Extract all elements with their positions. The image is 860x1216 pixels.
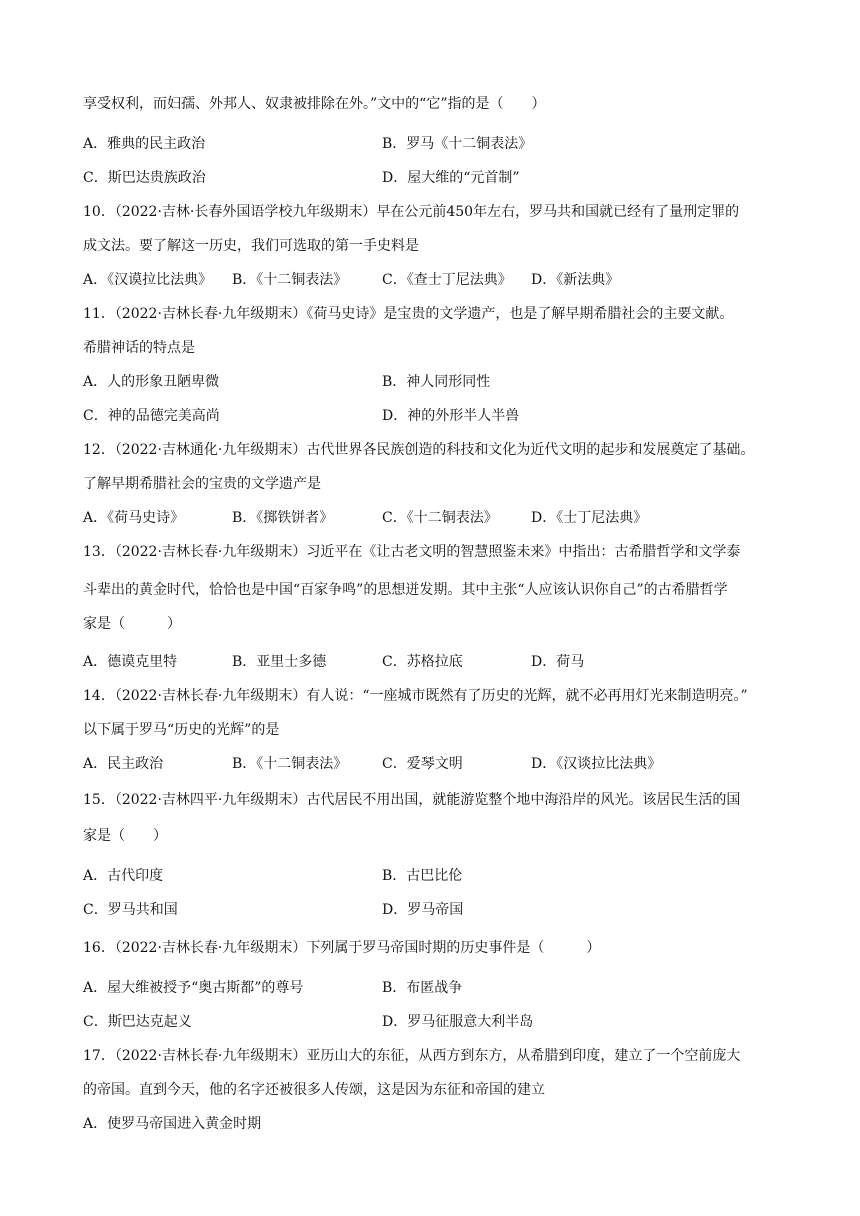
- option-c: C．神的品德完美高尚: [83, 408, 220, 424]
- option-d: D．罗马帝国: [382, 902, 464, 918]
- option-d: D．《汉谈拉比法典》: [531, 756, 662, 772]
- option-c: C．斯巴达克起义: [83, 1014, 192, 1030]
- question-text-line: 的帝国。直到今天，他的名字还被很多人传颂，这是因为东征和帝国的建立: [83, 1082, 545, 1098]
- option-d: D．《新法典》: [531, 272, 620, 288]
- option-b: B．神人同形同性: [382, 374, 491, 390]
- question-text-line: 家是（ ）: [83, 616, 181, 632]
- option-a: A．德谟克里特: [83, 654, 178, 670]
- question-13-stem: 13．（2022·吉林长春·九年级期末）习近平在《让古老文明的智慧照鉴未来》中指出：古希腊哲学和文学泰: [83, 544, 741, 560]
- option-d: D．罗马征服意大利半岛: [382, 1014, 534, 1030]
- option-a: A．人的形象丑陋卑微: [83, 374, 220, 390]
- question-12-stem: 12．（2022·吉林通化·九年级期末）古代世界各民族创造的科技和文化为近代文明的起步和发展奠定了基础。: [83, 442, 755, 458]
- option-a: A．雅典的民主政治: [83, 136, 206, 152]
- question-text-line: 享受权利，而妇孺、外邦人、奴隶被排除在外。”文中的“它”指的是（ ）: [83, 96, 546, 112]
- question-text-line: 家是（ ）: [83, 828, 167, 844]
- option-a: A．《汉谟拉比法典》: [83, 272, 213, 288]
- option-a: A．屋大维被授予“奥古斯都”的尊号: [83, 980, 304, 996]
- option-c: C．《十二铜表法》: [382, 510, 498, 526]
- option-c: C．苏格拉底: [382, 654, 463, 670]
- question-text-line: 斗辈出的黄金时代，恰恰也是中国“百家争鸣”的思想迸发期。其中主张“人应该认识你自己”的古希腊哲学: [83, 582, 728, 598]
- option-a: A．《荷马史诗》: [83, 510, 185, 526]
- question-17-stem: 17．（2022·吉林长春·九年级期末）亚历山大的东征，从西方到东方，从希腊到印度，建立了一个空前庞大: [83, 1048, 741, 1064]
- question-10-stem: 10．（2022·吉林·长春外国语学校九年级期末）早在公元前450年左右，罗马共和国就已经有了量刑定罪的: [83, 204, 740, 220]
- option-b: B．《掷铁饼者》: [232, 510, 334, 526]
- option-b: B．布匿战争: [382, 980, 463, 996]
- option-d: D．荷马: [531, 654, 585, 670]
- question-text-line: 了解早期希腊社会的宝贵的文学遗产是: [83, 476, 321, 492]
- option-a: A．古代印度: [83, 868, 164, 884]
- option-d: D．《士丁尼法典》: [531, 510, 648, 526]
- option-a: A．民主政治: [83, 756, 164, 772]
- option-b: B．古巴比伦: [382, 868, 463, 884]
- option-b: B．亚里士多德: [232, 654, 327, 670]
- question-text-line: 以下属于罗马“历史的光辉”的是: [83, 722, 280, 738]
- option-d: D．屋大维的“元首制”: [382, 170, 520, 186]
- option-b: B．罗马《十二铜表法》: [382, 136, 533, 152]
- option-a: A．使罗马帝国进入黄金时期: [83, 1116, 262, 1132]
- option-c: C．《查士丁尼法典》: [382, 272, 512, 288]
- question-text-line: 成文法。要了解这一历史，我们可选取的第一手史料是: [83, 238, 419, 254]
- question-text-line: 希腊神话的特点是: [83, 340, 195, 356]
- option-c: C．爱琴文明: [382, 756, 463, 772]
- option-d: D．神的外形半人半兽: [382, 408, 520, 424]
- option-c: C．罗马共和国: [83, 902, 178, 918]
- question-14-stem: 14．（2022·吉林长春·九年级期末）有人说：“一座城市既然有了历史的光辉，就不必再用灯光来制造明亮。”: [83, 688, 748, 704]
- option-b: B．《十二铜表法》: [232, 272, 348, 288]
- question-11-stem: 11．（2022·吉林长春·九年级期末）《荷马史诗》是宝贵的文学遗产，也是了解早期希腊社会的主要文献。: [83, 306, 734, 322]
- question-15-stem: 15．（2022·吉林四平·九年级期末）古代居民不用出国，就能游览整个地中海沿岸的风光。该居民生活的国: [83, 792, 741, 808]
- option-b: B．《十二铜表法》: [232, 756, 348, 772]
- question-16-stem: 16．（2022·吉林长春·九年级期末）下列属于罗马帝国时期的历史事件是（ ）: [83, 940, 601, 956]
- option-c: C．斯巴达贵族政治: [83, 170, 206, 186]
